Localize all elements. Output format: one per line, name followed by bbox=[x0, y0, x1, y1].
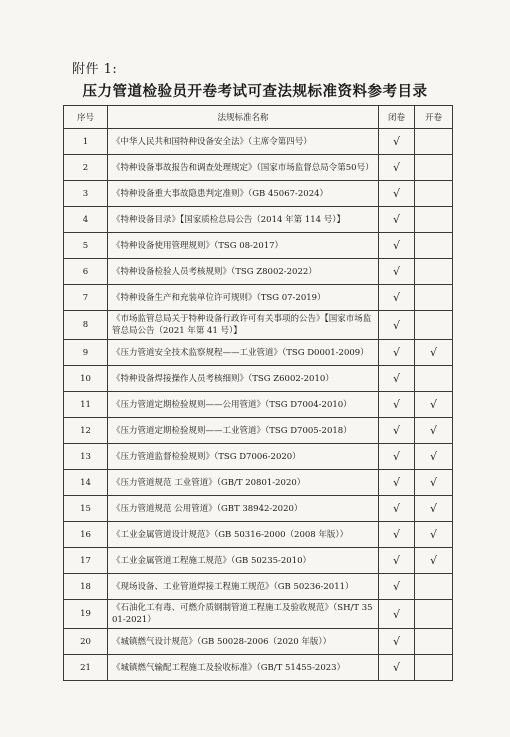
table-row bbox=[64, 233, 453, 259]
regulation-name: 《特种设备事故报告和调查处理规定》（国家市场监督总局令第50号） bbox=[108, 155, 379, 181]
regulation-name: 《压力管道安全技术监察规程——工业管道》（TSG D0001-2009） bbox=[108, 340, 379, 366]
table-header-row bbox=[64, 106, 453, 129]
attachment-label: 附件 1: bbox=[72, 62, 118, 77]
row-number: 15 bbox=[64, 496, 108, 522]
closed-book-check-icon: √ bbox=[379, 181, 415, 207]
table-row bbox=[64, 496, 453, 522]
document-title: 压力管道检验员开卷考试可查法规标准资料参考目录 bbox=[82, 84, 428, 100]
closed-book-check-icon: √ bbox=[379, 600, 415, 629]
open-book-check-icon: √ bbox=[415, 470, 453, 496]
header-open-book: 开卷 bbox=[415, 106, 453, 129]
table-row bbox=[64, 129, 453, 155]
closed-book-check-icon: √ bbox=[379, 233, 415, 259]
closed-book-check-icon: √ bbox=[379, 366, 415, 392]
table-row bbox=[64, 311, 453, 340]
table-row bbox=[64, 655, 453, 681]
table-row bbox=[64, 207, 453, 233]
row-number: 8 bbox=[64, 311, 108, 340]
row-number: 17 bbox=[64, 548, 108, 574]
table-row bbox=[64, 181, 453, 207]
regulation-name: 《特种设备使用管理规则》（TSG 08-2017） bbox=[108, 233, 379, 259]
open-book-check-icon: √ bbox=[415, 548, 453, 574]
open-book-check-icon bbox=[415, 233, 453, 259]
open-book-check-icon bbox=[415, 155, 453, 181]
table-row bbox=[64, 285, 453, 311]
regulation-name: 《城镇燃气输配工程施工及验收标准》（GB/T 51455-2023） bbox=[108, 655, 379, 681]
header-no: 序号 bbox=[64, 106, 108, 129]
row-number: 3 bbox=[64, 181, 108, 207]
table-row bbox=[64, 392, 453, 418]
closed-book-check-icon: √ bbox=[379, 574, 415, 600]
open-book-check-icon bbox=[415, 600, 453, 629]
regulation-name: 《工业金属管道设计规范》（GB 50316-2000（2008 年版）） bbox=[108, 522, 379, 548]
open-book-check-icon bbox=[415, 207, 453, 233]
row-number: 18 bbox=[64, 574, 108, 600]
header-closed-book: 闭卷 bbox=[379, 106, 415, 129]
open-book-check-icon: √ bbox=[415, 444, 453, 470]
regulation-name: 《特种设备生产和充装单位许可规则》（TSG 07-2019） bbox=[108, 285, 379, 311]
closed-book-check-icon: √ bbox=[379, 129, 415, 155]
table-row bbox=[64, 600, 453, 629]
table-row bbox=[64, 444, 453, 470]
open-book-check-icon: √ bbox=[415, 340, 453, 366]
regulation-name: 《中华人民共和国特种设备安全法》（主席令第四号） bbox=[108, 129, 379, 155]
row-number: 20 bbox=[64, 629, 108, 655]
closed-book-check-icon: √ bbox=[379, 311, 415, 340]
closed-book-check-icon: √ bbox=[379, 548, 415, 574]
row-number: 11 bbox=[64, 392, 108, 418]
regulation-name: 《石油化工有毒、可燃介质钢制管道工程施工及验收规范》（SH/T 3501-2021） bbox=[108, 600, 379, 629]
open-book-check-icon bbox=[415, 629, 453, 655]
table-row bbox=[64, 470, 453, 496]
row-number: 4 bbox=[64, 207, 108, 233]
regulation-name: 《特种设备焊接操作人员考核细则》（TSG Z6002-2010） bbox=[108, 366, 379, 392]
closed-book-check-icon: √ bbox=[379, 392, 415, 418]
regulation-name: 《压力管道规范 工业管道》（GB/T 20801-2020） bbox=[108, 470, 379, 496]
table-row bbox=[64, 366, 453, 392]
open-book-check-icon bbox=[415, 311, 453, 340]
row-number: 16 bbox=[64, 522, 108, 548]
table-row bbox=[64, 574, 453, 600]
table-row bbox=[64, 259, 453, 285]
row-number: 14 bbox=[64, 470, 108, 496]
table-row bbox=[64, 340, 453, 366]
open-book-check-icon bbox=[415, 181, 453, 207]
row-number: 9 bbox=[64, 340, 108, 366]
header-name: 法规标准名称 bbox=[108, 106, 379, 129]
regulation-name: 《特种设备检验人员考核规则》（TSG Z8002-2022） bbox=[108, 259, 379, 285]
row-number: 6 bbox=[64, 259, 108, 285]
closed-book-check-icon: √ bbox=[379, 285, 415, 311]
open-book-check-icon bbox=[415, 129, 453, 155]
table-row bbox=[64, 418, 453, 444]
closed-book-check-icon: √ bbox=[379, 207, 415, 233]
open-book-check-icon bbox=[415, 574, 453, 600]
row-number: 1 bbox=[64, 129, 108, 155]
table-row bbox=[64, 548, 453, 574]
open-book-check-icon: √ bbox=[415, 496, 453, 522]
open-book-check-icon bbox=[415, 366, 453, 392]
closed-book-check-icon: √ bbox=[379, 418, 415, 444]
regulation-name: 《现场设备、工业管道焊接工程施工规范》（GB 50236-2011） bbox=[108, 574, 379, 600]
closed-book-check-icon: √ bbox=[379, 444, 415, 470]
regulation-name: 《压力管道规范 公用管道》（GBT 38942-2020） bbox=[108, 496, 379, 522]
open-book-check-icon: √ bbox=[415, 392, 453, 418]
closed-book-check-icon: √ bbox=[379, 629, 415, 655]
regulation-name: 《城镇燃气设计规范》（GB 50028-2006（2020 年版）） bbox=[108, 629, 379, 655]
row-number: 21 bbox=[64, 655, 108, 681]
row-number: 7 bbox=[64, 285, 108, 311]
regulations-table bbox=[63, 105, 453, 681]
closed-book-check-icon: √ bbox=[379, 496, 415, 522]
closed-book-check-icon: √ bbox=[379, 259, 415, 285]
row-number: 5 bbox=[64, 233, 108, 259]
regulation-name: 《压力管道定期检验规则——工业管道》（TSG D7005-2018） bbox=[108, 418, 379, 444]
row-number: 10 bbox=[64, 366, 108, 392]
table-row bbox=[64, 155, 453, 181]
open-book-check-icon bbox=[415, 655, 453, 681]
closed-book-check-icon: √ bbox=[379, 340, 415, 366]
row-number: 19 bbox=[64, 600, 108, 629]
closed-book-check-icon: √ bbox=[379, 470, 415, 496]
open-book-check-icon: √ bbox=[415, 418, 453, 444]
closed-book-check-icon: √ bbox=[379, 522, 415, 548]
regulation-name: 《市场监管总局关于特种设备行政许可有关事项的公告》【国家市场监管总局公告（2021 年第 41 号）】 bbox=[108, 311, 379, 340]
table-row bbox=[64, 629, 453, 655]
open-book-check-icon bbox=[415, 285, 453, 311]
table-row bbox=[64, 522, 453, 548]
closed-book-check-icon: √ bbox=[379, 655, 415, 681]
regulation-name: 《特种设备目录》【国家质检总局公告（2014 年第 114 号）】 bbox=[108, 207, 379, 233]
regulation-name: 《工业金属管道工程施工规范》（GB 50235-2010） bbox=[108, 548, 379, 574]
row-number: 2 bbox=[64, 155, 108, 181]
row-number: 12 bbox=[64, 418, 108, 444]
row-number: 13 bbox=[64, 444, 108, 470]
regulation-name: 《压力管道定期检验规则——公用管道》（TSG D7004-2010） bbox=[108, 392, 379, 418]
open-book-check-icon: √ bbox=[415, 522, 453, 548]
regulation-name: 《特种设备重大事故隐患判定准则》（GB 45067-2024） bbox=[108, 181, 379, 207]
closed-book-check-icon: √ bbox=[379, 155, 415, 181]
open-book-check-icon bbox=[415, 259, 453, 285]
regulation-name: 《压力管道监督检验规则》（TSG D7006-2020） bbox=[108, 444, 379, 470]
